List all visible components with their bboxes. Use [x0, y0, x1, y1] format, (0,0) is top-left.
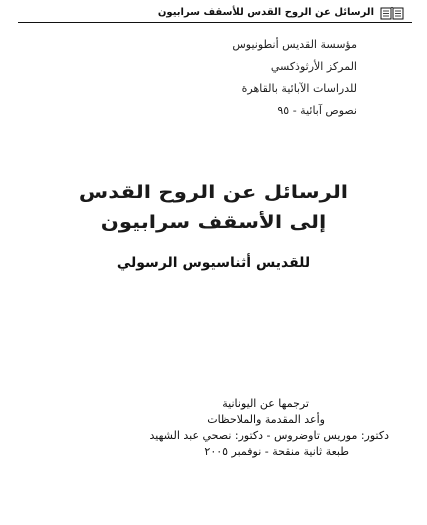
book-title — [0, 178, 427, 238]
credits-block — [149, 396, 389, 460]
edition-info: طبعة ثانية منقحة - نوفمبر ٢٠٠٥ — [204, 445, 349, 458]
title-line-1: الرسائل عن الروح القدس — [78, 182, 349, 203]
series-label: نصوص آبائية - ٩٥ — [277, 104, 357, 117]
preparation-note: وأعد المقدمة والملاحظات — [207, 413, 325, 426]
running-header — [18, 6, 412, 23]
book-icon — [380, 6, 404, 21]
publisher-line-3: للدراسات الآبائية بالقاهرة — [241, 82, 357, 95]
publisher-line-1: مؤسسة القديس أنطونيوس — [232, 38, 357, 51]
publisher-line-2: المركز الأرثوذكسي — [270, 60, 357, 73]
translators: دكتور: موريس تاوضروس - دكتور: نصحي عبد الشهيد — [149, 429, 389, 442]
title-line-2: إلى الأسقف سرابيون — [100, 212, 327, 233]
translation-note: ترجمها عن اليونانية — [222, 397, 309, 410]
running-title: الرسائل عن الروح القدس للأسقف سرابيون — [157, 7, 374, 18]
publisher-block — [232, 34, 357, 122]
author-name: للقديس أثناسيوس الرسولي — [116, 255, 311, 271]
